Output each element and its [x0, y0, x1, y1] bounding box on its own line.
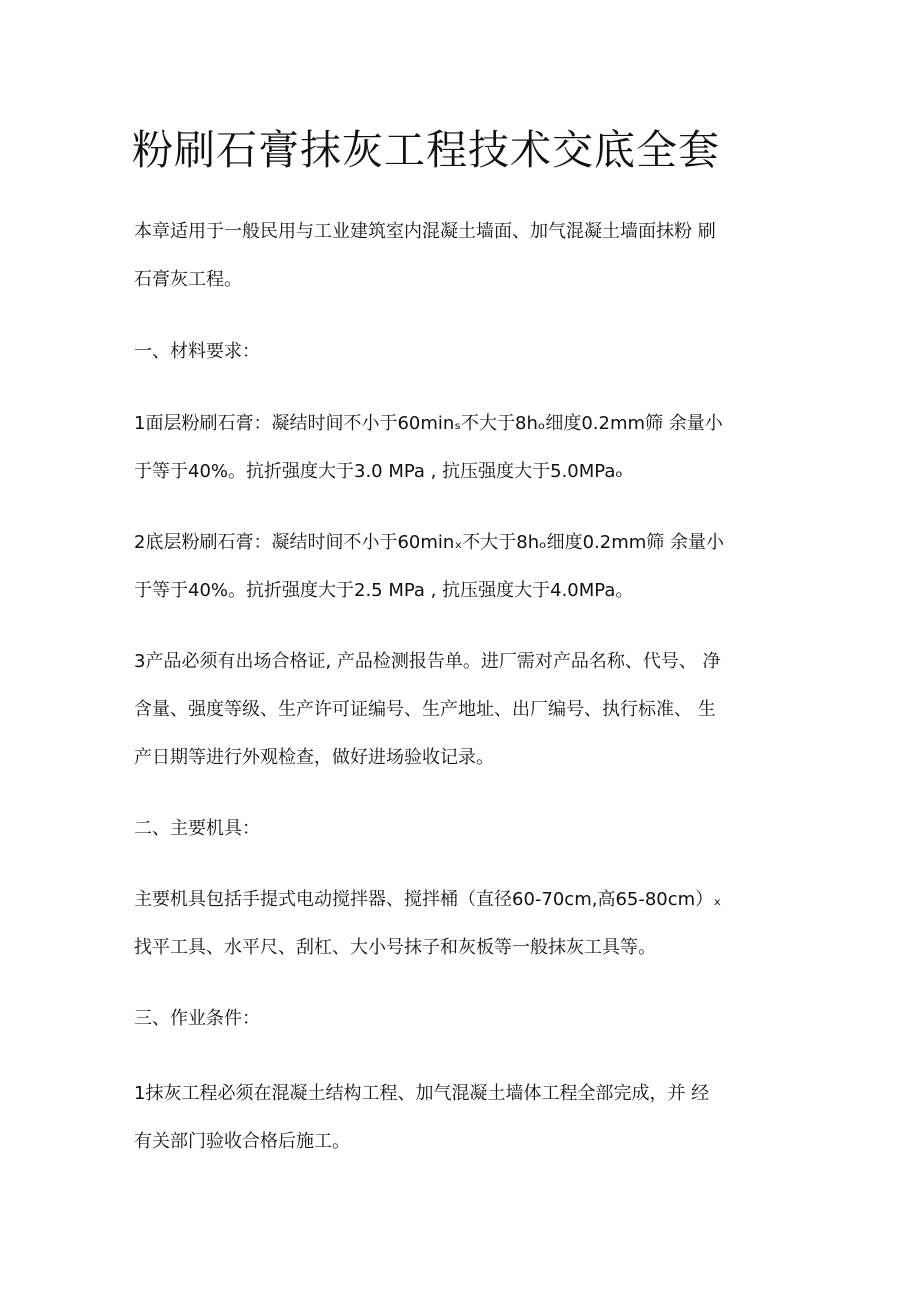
text-line: 一、材料要求： [134, 341, 260, 362]
section-heading-materials [134, 328, 794, 376]
intro-paragraph [134, 208, 794, 304]
text-line: 3产品必须有出场合格证, 产品检测报告单。进厂需对产品名称、代号、 净 [134, 651, 721, 672]
text-line: 三、作业条件： [134, 1008, 260, 1029]
text-line: 本章适用于一般民用与工业建筑室内混凝土墙面、加气混凝土墙面抹粉 刷 [134, 221, 716, 242]
text-line: 于等于40%。抗折强度大于3.0 MPa , 抗压强度大于5.0MPaₒ [134, 461, 623, 482]
section-heading-tools [134, 805, 794, 853]
text-line: 2底层粉刷石膏：凝结时间不小于60minₓ不大于8hₒ细度0.2mm筛 余量小 [134, 532, 725, 553]
text-line: 于等于40%。抗折强度大于2.5 MPa , 抗压强度大于4.0MPa。 [134, 580, 634, 601]
paragraph-tools [134, 876, 794, 972]
document-title: 粉刷石膏抹灰工程技术交底全套 [132, 126, 720, 174]
text-line: 1抹灰工程必须在混凝土结构工程、加气混凝土墙体工程全部完成，并 经 [134, 1083, 710, 1104]
paragraph-surface-plaster [134, 400, 794, 496]
text-line: 找平工具、水平尺、刮杠、大小号抹子和灰板等一般抹灰工具等。 [134, 937, 656, 958]
paragraph-base-plaster [134, 519, 794, 615]
text-line: 二、主要机具： [134, 818, 260, 839]
section-heading-conditions [134, 995, 794, 1043]
text-line: 石膏灰工程。 [134, 269, 242, 290]
text-line: 主要机具包括手提式电动搅拌器、搅拌桶（直径60-70cm,高65-80cm）ₓ [134, 889, 722, 910]
text-line: 有关部门验收合格后施工。 [134, 1131, 350, 1152]
text-line: 产日期等进行外观检查，做好进场验收记录。 [134, 747, 494, 768]
paragraph-product-certificate [134, 638, 794, 782]
text-line: 1面层粉刷石膏：凝结时间不小于60minₛ不大于8hₒ细度0.2mm筛 余量小 [134, 413, 723, 434]
paragraph-conditions [134, 1070, 794, 1166]
text-line: 含量、强度等级、生产许可证编号、生产地址、出厂编号、执行标准、 生 [134, 699, 716, 720]
